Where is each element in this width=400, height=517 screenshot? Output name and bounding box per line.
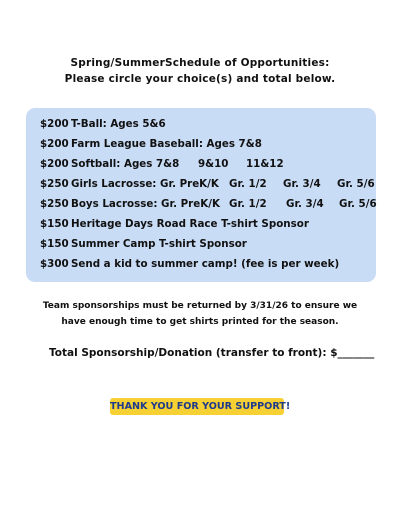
option-label: Heritage Days Road Race T-shirt Sponsor [71, 218, 309, 230]
total-donation-line: Total Sponsorship/Donation (transfer to front): $_______ [49, 347, 375, 359]
option-grade-group[interactable]: Gr. 1/2 [229, 178, 267, 190]
option-label: T-Ball: Ages 5&6 [71, 118, 166, 130]
header-instructions: Please circle your choice(s) and total below. [64, 73, 336, 85]
thank-you-banner: THANK YOU FOR YOUR SUPPORT! [110, 398, 284, 415]
option-grade-group[interactable]: Gr. 3/4 [286, 198, 324, 210]
option-price: $250 [40, 178, 69, 190]
option-price: $300 [40, 258, 69, 270]
option-price: $150 [40, 218, 69, 230]
option-label: Boys Lacrosse: Gr. PreK/K [71, 198, 220, 210]
option-price: $200 [40, 158, 69, 170]
option-label: Farm League Baseball: Ages 7&8 [71, 138, 262, 150]
option-price: $200 [40, 118, 69, 130]
option-label: Summer Camp T-shirt Sponsor [71, 238, 247, 250]
deadline-note-line: Team sponsorships must be returned by 3/31/26 to ensure we [42, 301, 358, 311]
page-header [0, 55, 400, 87]
options-box [26, 108, 376, 282]
option-age-group[interactable]: 9&10 [198, 158, 229, 170]
option-grade-group[interactable]: Gr. 5/6 [339, 198, 377, 210]
option-price: $150 [40, 238, 69, 250]
option-label: Girls Lacrosse: Gr. PreK/K [71, 178, 219, 190]
header-title: Spring/SummerSchedule of Opportunities: [70, 57, 330, 69]
deadline-note [0, 298, 400, 330]
option-price: $250 [40, 198, 69, 210]
option-grade-group[interactable]: Gr. 1/2 [229, 198, 267, 210]
option-grade-group[interactable]: Gr. 3/4 [283, 178, 321, 190]
option-grade-group[interactable]: Gr. 5/6 [337, 178, 375, 190]
option-label: Softball: Ages 7&8 [71, 158, 180, 170]
option-price: $200 [40, 138, 69, 150]
option-age-group[interactable]: 11&12 [246, 158, 284, 170]
deadline-note-line: have enough time to get shirts printed for the season. [61, 317, 339, 327]
option-label: Send a kid to summer camp! (fee is per week) [71, 258, 340, 270]
